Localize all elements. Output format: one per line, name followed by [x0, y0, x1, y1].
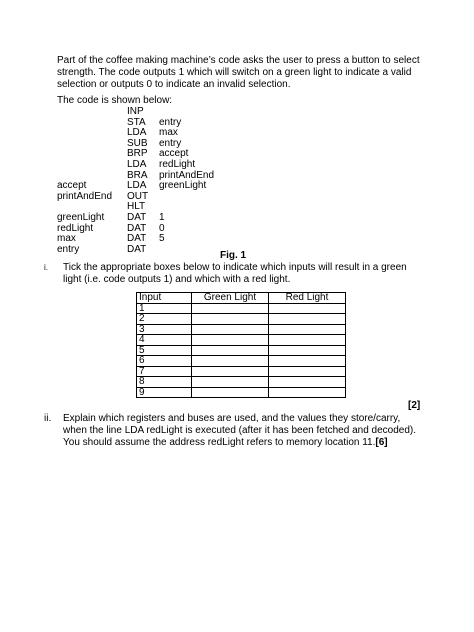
- input-value-cell: 6: [137, 356, 192, 367]
- code-line: [57, 192, 239, 203]
- input-value-cell: 7: [137, 366, 192, 377]
- code-label: redLight: [57, 222, 94, 234]
- code-operand: [159, 202, 239, 213]
- code-operand: entry: [159, 116, 182, 128]
- code-line: [57, 160, 239, 171]
- code-opcode: DAT: [127, 233, 147, 245]
- green-light-tick-box[interactable]: [192, 345, 269, 356]
- red-light-tick-box[interactable]: [269, 303, 346, 314]
- code-label: greenLight: [57, 211, 105, 223]
- code-operand: [159, 192, 239, 203]
- figure-caption: Fig. 1: [220, 250, 247, 261]
- code-label: printAndEnd: [57, 190, 113, 202]
- code-intro: The code is shown below:: [57, 95, 173, 106]
- red-light-tick-box[interactable]: [269, 324, 346, 335]
- code-line: [57, 118, 239, 129]
- header-red-light: Red Light: [269, 293, 346, 304]
- question-ii-body: Explain which registers and buses are used, and the values they store/carry, when the line LDA redLight is executed (after it has been fetched and decoded). You should assume the address redLight refers to memory location 11.: [63, 413, 417, 448]
- code-label: [57, 107, 127, 118]
- question-i-number: i.: [44, 263, 48, 272]
- code-opcode: LDA: [127, 158, 147, 170]
- red-light-tick-box[interactable]: [269, 356, 346, 367]
- table-row: [137, 335, 346, 346]
- input-value-cell: 2: [137, 314, 192, 325]
- code-opcode: BRP: [127, 148, 148, 160]
- code-opcode: OUT: [127, 190, 149, 202]
- red-light-tick-box[interactable]: [269, 366, 346, 377]
- code-opcode: LDA: [127, 180, 147, 192]
- code-line: [57, 234, 239, 245]
- code-opcode: DAT: [127, 222, 147, 234]
- code-opcode: STA: [127, 116, 146, 128]
- table-header-row: [137, 293, 346, 304]
- code-label: [57, 160, 127, 171]
- green-light-tick-box[interactable]: [192, 324, 269, 335]
- code-opcode: INP: [127, 106, 144, 117]
- question-ii-number: ii.: [44, 413, 52, 424]
- green-light-tick-box[interactable]: [192, 356, 269, 367]
- code-label: entry: [57, 243, 80, 255]
- code-operand: 1: [159, 211, 165, 223]
- code-operand: [159, 107, 239, 118]
- question-i-text: Tick the appropriate boxes below to indicate which inputs will result in a green light (i.e. code outputs 1) and which with a red light.: [63, 262, 407, 285]
- table-row: [137, 366, 346, 377]
- header-green-light: Green Light: [192, 293, 269, 304]
- question-ii-text: [63, 413, 423, 449]
- table-row: [137, 387, 346, 398]
- code-line: [57, 139, 239, 150]
- input-value-cell: 8: [137, 377, 192, 388]
- red-light-tick-box[interactable]: [269, 387, 346, 398]
- green-light-tick-box[interactable]: [192, 387, 269, 398]
- table-row: [137, 324, 346, 335]
- code-line: [57, 245, 239, 256]
- question-ii-marks: [6]: [375, 437, 388, 448]
- green-light-tick-box[interactable]: [192, 377, 269, 388]
- green-light-tick-box[interactable]: [192, 335, 269, 346]
- answer-table: [136, 292, 346, 398]
- code-operand: accept: [159, 148, 189, 160]
- table-row: [137, 345, 346, 356]
- code-label: [57, 149, 127, 160]
- table-row: [137, 314, 346, 325]
- input-value-cell: 4: [137, 335, 192, 346]
- code-opcode: LDA: [127, 127, 147, 139]
- code-opcode: SUB: [127, 137, 148, 149]
- question-i-marks: [2]: [408, 400, 421, 411]
- table-row: [137, 377, 346, 388]
- intro-paragraph: Part of the coffee making machine’s code asks the user to press a button to select strength. The code outputs 1 which will switch on a green light to indicate a valid selection or outputs 0 to indicate an invalid selection.: [57, 55, 420, 90]
- input-value-cell: 1: [137, 303, 192, 314]
- code-label: [57, 128, 127, 139]
- code-opcode: DAT: [127, 243, 147, 255]
- red-light-tick-box[interactable]: [269, 377, 346, 388]
- code-opcode: DAT: [127, 211, 147, 223]
- code-line: [57, 149, 239, 160]
- red-light-tick-box[interactable]: [269, 314, 346, 325]
- green-light-tick-box[interactable]: [192, 366, 269, 377]
- table-row: [137, 356, 346, 367]
- code-listing: [57, 107, 239, 255]
- code-operand: entry: [159, 137, 182, 149]
- code-line: [57, 213, 239, 224]
- code-operand: redLight: [159, 158, 196, 170]
- code-label: max: [57, 233, 76, 245]
- code-operand: greenLight: [159, 180, 207, 192]
- input-value-cell: 9: [137, 387, 192, 398]
- code-label: [57, 139, 127, 150]
- header-input: Input: [137, 293, 192, 304]
- code-label: [57, 118, 127, 129]
- code-opcode: HLT: [127, 201, 146, 213]
- code-opcode: BRA: [127, 169, 148, 181]
- red-light-tick-box[interactable]: [269, 335, 346, 346]
- code-operand: 5: [159, 233, 165, 245]
- code-operand: printAndEnd: [159, 169, 215, 181]
- code-line: [57, 107, 239, 118]
- code-line: [57, 128, 239, 139]
- code-operand: max: [159, 127, 178, 139]
- input-value-cell: 3: [137, 324, 192, 335]
- green-light-tick-box[interactable]: [192, 303, 269, 314]
- code-operand: 0: [159, 222, 165, 234]
- code-line: [57, 224, 239, 235]
- red-light-tick-box[interactable]: [269, 345, 346, 356]
- table-row: [137, 303, 346, 314]
- input-value-cell: 5: [137, 345, 192, 356]
- code-label: accept: [57, 180, 87, 192]
- green-light-tick-box[interactable]: [192, 314, 269, 325]
